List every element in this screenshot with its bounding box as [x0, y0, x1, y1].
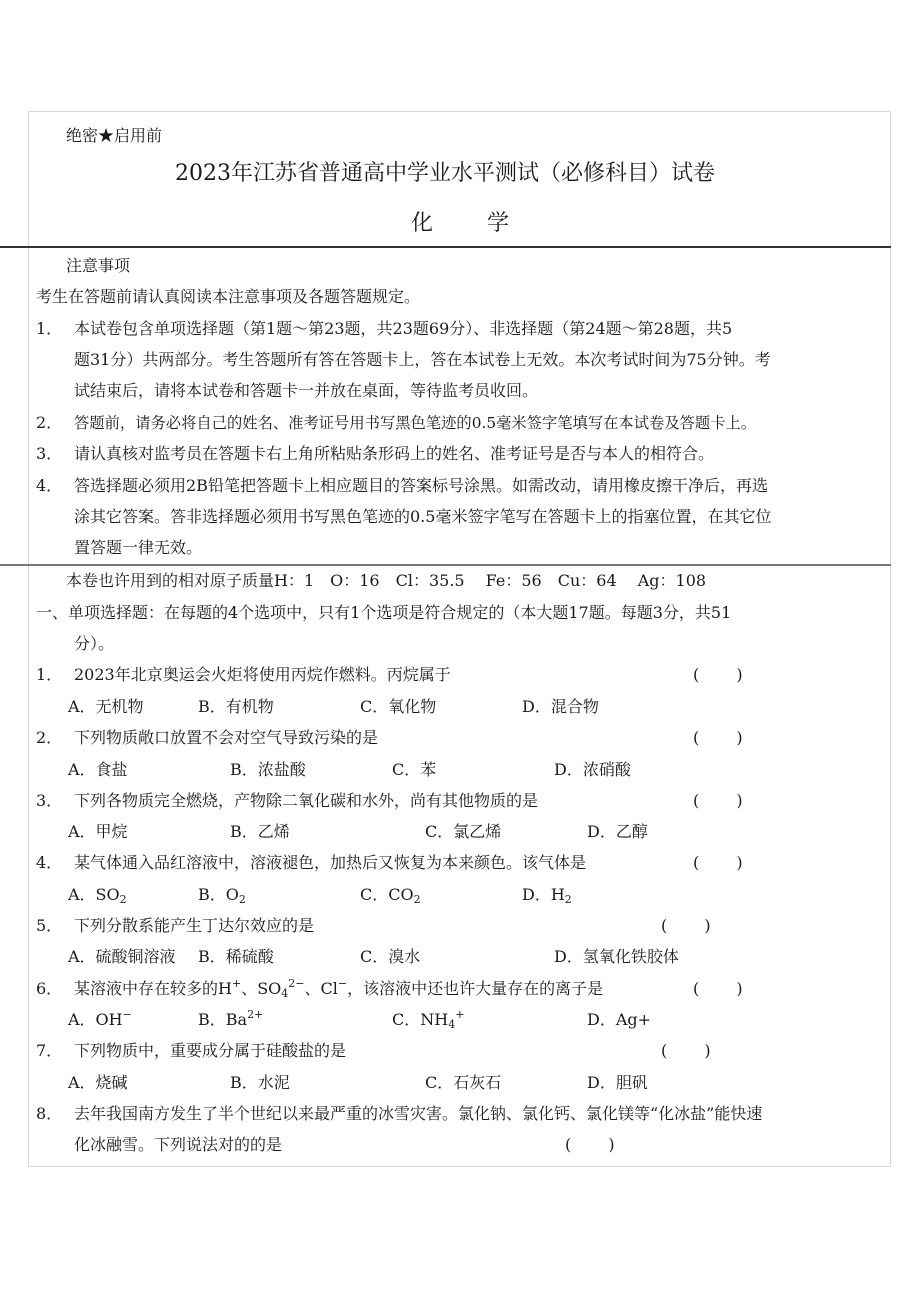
q6-option-a-charge: −: [122, 1008, 132, 1021]
q3-option-a[interactable]: A．甲烷: [68, 822, 128, 841]
q4-option-a-text: A．SO: [68, 885, 120, 904]
q6-cl-charge: −: [337, 977, 348, 990]
q7-option-a[interactable]: A．烧碱: [68, 1073, 128, 1092]
notice-2-line-1: 答题前，请务必将自己的姓名、准考证号用书写黑色笔迹的0.5毫米签字笔填写在本试卷及答题卡上。: [74, 414, 757, 432]
q2-text: 下列物质敞口放置不会对空气导致污染的是: [74, 728, 379, 747]
q2-option-d[interactable]: D．浓硝酸: [554, 760, 631, 779]
q4-option-b[interactable]: [198, 885, 246, 905]
q5-option-c[interactable]: C．溴水: [360, 947, 421, 966]
notice-3-line-1: 请认真核对监考员在答题卡右上角所粘贴条形码上的姓名、准考证号是否与本人的相符合。: [74, 444, 715, 463]
q8-num: 8．: [36, 1104, 63, 1123]
q1-option-c[interactable]: C．氧化物: [360, 697, 437, 716]
q6-option-c-text: C．NH: [392, 1010, 449, 1029]
q1-option-d[interactable]: D．混合物: [522, 697, 599, 716]
notice-4-line-1: 答选择题必须用2B铅笔把答题卡上相应题目的答案标号涂黑。如需改动，请用橡皮擦干净后，再选: [74, 476, 768, 495]
header-divider: [0, 246, 891, 248]
q6-option-b[interactable]: [198, 1010, 263, 1030]
q6-option-a[interactable]: [68, 1010, 132, 1030]
notice-1-line-2: 题31分）共两部分。考生答题所有答在答题卡上，答在本试卷上无效。本次考试时间为75分钟。考: [74, 350, 771, 369]
q5-option-b[interactable]: B．稀硫酸: [198, 947, 274, 966]
q6-option-b-text: B．Ba: [198, 1010, 248, 1029]
notice-4-line-2: 涂其它答案。答非选择题必须用书写黑色笔迹的0.5毫米签字笔写在答题卡上的指塞位置，在其它位: [74, 507, 772, 526]
q4-option-c-subscript: 2: [413, 893, 421, 906]
notice-1-line-1: 本试卷包含单项选择题（第1题～第23题，共23题69分）、非选择题（第24题～第28题，共5: [74, 319, 733, 338]
q4-text: 某气体通入品红溶液中，溶液褪色，加热后又恢复为本来颜色。该气体是: [74, 853, 587, 872]
q6-answer-blank[interactable]: ( ): [693, 979, 743, 998]
q6-option-d[interactable]: D．Ag+: [587, 1010, 652, 1029]
q6-num: 6．: [36, 979, 63, 998]
q7-option-b[interactable]: B．水泥: [230, 1073, 290, 1092]
notice-1-line-3: 试结束后，请将本试卷和答题卡一并放在桌面，等待监考员收回。: [74, 381, 539, 400]
q8-answer-blank[interactable]: ( ): [565, 1135, 615, 1154]
q4-num: 4．: [36, 853, 63, 872]
q8-text-line-2: 化冰融雪。下列说法对的的是: [74, 1135, 283, 1154]
q7-num: 7．: [36, 1041, 63, 1060]
q6-option-b-charge: 2+: [247, 1008, 264, 1021]
atomic-masses: 本卷也许用到的相对原子质量H：1 O：16 Cl：35.5 Fe：56 Cu：64 Ag：108: [66, 571, 707, 590]
q2-num: 2．: [36, 728, 63, 747]
q4-answer-blank[interactable]: ( ): [693, 853, 743, 872]
q6-text-part-1: 某溶液中存在较多的H: [74, 979, 232, 998]
notice-1-num: 1．: [36, 319, 63, 338]
q6-option-c-subscript: 4: [448, 1018, 456, 1031]
q4-option-a-subscript: 2: [119, 893, 127, 906]
q6-text: [74, 979, 603, 999]
q3-option-b[interactable]: B．乙烯: [230, 822, 290, 841]
notice-3-num: 3．: [36, 444, 63, 463]
q2-option-b[interactable]: B．浓盐酸: [230, 760, 306, 779]
q6-text-part-4: ，该溶液中还也许大量存在的离子是: [347, 979, 604, 998]
q2-option-a[interactable]: A．食盐: [68, 760, 128, 779]
q4-option-b-text: B．O: [198, 885, 239, 904]
q3-text: 下列各物质完全燃烧，产物除二氧化碳和水外，尚有其他物质的是: [74, 791, 539, 810]
q6-so4-subscript: 4: [281, 987, 289, 1000]
confidential-label: 绝密★启用前: [66, 126, 163, 145]
q2-answer-blank[interactable]: ( ): [693, 728, 743, 747]
section-heading-line-1: 一、单项选择题：在每题的4个选项中，只有1个选项是符合规定的（本大题17题。每题3分，共51: [36, 603, 732, 622]
q1-option-a[interactable]: A．无机物: [68, 697, 144, 716]
q4-option-d[interactable]: [522, 885, 572, 905]
q7-answer-blank[interactable]: ( ): [661, 1041, 711, 1060]
q1-text: 2023年北京奥运会火炬将使用丙烷作燃料。丙烷属于: [74, 665, 451, 684]
q6-option-a-text: A．OH: [68, 1010, 123, 1029]
notice-intro: 考生在答题前请认真阅读本注意事项及各题答题规定。: [36, 287, 421, 306]
q3-option-d[interactable]: D．乙醇: [587, 822, 648, 841]
q5-answer-blank[interactable]: ( ): [661, 916, 711, 935]
notice-divider: [0, 564, 891, 566]
q4-option-c[interactable]: [360, 885, 421, 905]
q6-h-charge: +: [231, 977, 242, 990]
q3-num: 3．: [36, 791, 63, 810]
q7-option-d[interactable]: D．胆矾: [587, 1073, 648, 1092]
q4-option-c-text: C．CO: [360, 885, 414, 904]
q8-text-line-1: 去年我国南方发生了半个世纪以来最严重的冰雪灾害。氯化钠、氯化钙、氯化镁等“化冰盐”能快速: [74, 1104, 763, 1123]
q1-answer-blank[interactable]: ( ): [693, 665, 743, 684]
q7-option-c[interactable]: C．石灰石: [425, 1073, 502, 1092]
notice-heading: 注意事项: [66, 256, 131, 275]
q7-text: 下列物质中，重要成分属于硅酸盐的是: [74, 1041, 347, 1060]
section-heading-line-2: 分）。: [74, 634, 115, 653]
q4-option-d-subscript: 2: [564, 893, 572, 906]
exam-title: 2023年江苏省普通高中学业水平测试（必修科目）试卷: [175, 161, 715, 186]
q5-num: 5．: [36, 916, 63, 935]
notice-2-num: 2．: [36, 413, 63, 432]
q2-option-c[interactable]: C．苯: [392, 760, 437, 779]
subject-char-2: 学: [487, 211, 510, 236]
q4-option-a[interactable]: [68, 885, 127, 905]
q4-option-b-subscript: 2: [238, 893, 246, 906]
q6-text-part-2: 、SO: [241, 979, 282, 998]
q1-num: 1．: [36, 665, 63, 684]
q1-option-b[interactable]: B．有机物: [198, 697, 274, 716]
notice-4-num: 4．: [36, 476, 63, 495]
q5-text: 下列分散系能产生丁达尔效应的是: [74, 916, 315, 935]
q3-answer-blank[interactable]: ( ): [693, 791, 743, 810]
q4-option-d-text: D．H: [522, 885, 565, 904]
q5-option-a[interactable]: A．硫酸铜溶液: [68, 947, 176, 966]
notice-4-line-3: 置答题一律无效。: [74, 538, 203, 557]
q3-option-c[interactable]: C．氯乙烯: [425, 822, 502, 841]
q6-option-c[interactable]: [392, 1010, 464, 1030]
q6-text-part-3: 、Cl: [304, 979, 338, 998]
q6-option-c-charge: +: [455, 1008, 465, 1021]
subject-char-1: 化: [411, 211, 434, 236]
q5-option-d[interactable]: D．氢氧化铁胶体: [554, 947, 679, 966]
q6-so4-charge: 2−: [288, 977, 305, 990]
